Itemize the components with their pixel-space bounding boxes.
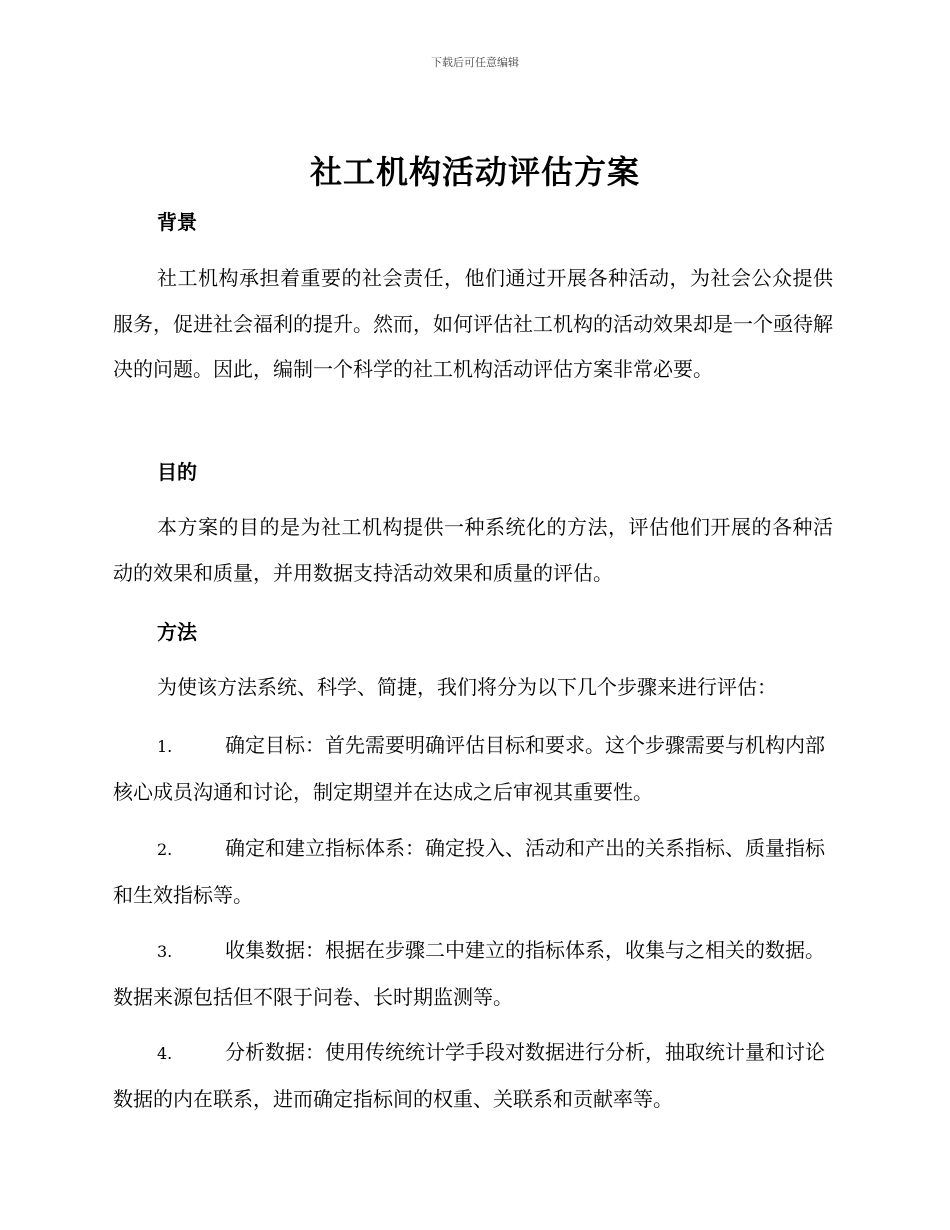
step-number: 4. — [157, 1044, 173, 1063]
step-number: 1. — [157, 737, 173, 756]
document-title: 社工机构活动评估方案 — [309, 153, 640, 191]
list-item-step-1 — [113, 723, 833, 815]
step-text: 收集数据：根据在步骤二中建立的指标体系，收集与之相关的数据。数据来源包括但不限于问卷、长时期监测等。 — [113, 938, 825, 1009]
step-number: 3. — [157, 942, 173, 961]
paragraph-background: 社工机构承担着重要的社会责任，他们通过开展各种活动，为社会公众提供服务，促进社会福利的提升。然而，如何评估社工机构的活动效果却是一个亟待解决的问题。因此，编制一个科学的社工机构活动评估方案非常必要。 — [113, 266, 833, 381]
list-item-step-3 — [113, 928, 833, 1020]
step-number: 2. — [157, 840, 173, 859]
step-text: 确定目标：首先需要明确评估目标和要求。这个步骤需要与机构内部核心成员沟通和讨论，制定期望并在达成之后审视其重要性。 — [113, 733, 825, 804]
heading-background: 背景 — [157, 210, 197, 234]
header-note: 下载后可任意编辑 — [431, 56, 519, 69]
paragraph-method-intro: 为使该方法系统、科学、简捷，我们将分为以下几个步骤来进行评估： — [157, 675, 777, 699]
heading-method: 方法 — [157, 620, 197, 644]
list-item-step-4 — [113, 1030, 833, 1122]
list-item-step-2 — [113, 826, 833, 918]
step-text: 确定和建立指标体系：确定投入、活动和产出的关系指标、质量指标和生效指标等。 — [113, 836, 825, 907]
paragraph-purpose: 本方案的目的是为社工机构提供一种系统化的方法，评估他们开展的各种活动的效果和质量，并用数据支持活动效果和质量的评估。 — [113, 515, 833, 585]
step-text: 分析数据：使用传统统计学手段对数据进行分析，抽取统计量和讨论数据的内在联系，进而确定指标间的权重、关联系和贡献率等。 — [113, 1040, 825, 1111]
heading-purpose: 目的 — [157, 460, 197, 484]
